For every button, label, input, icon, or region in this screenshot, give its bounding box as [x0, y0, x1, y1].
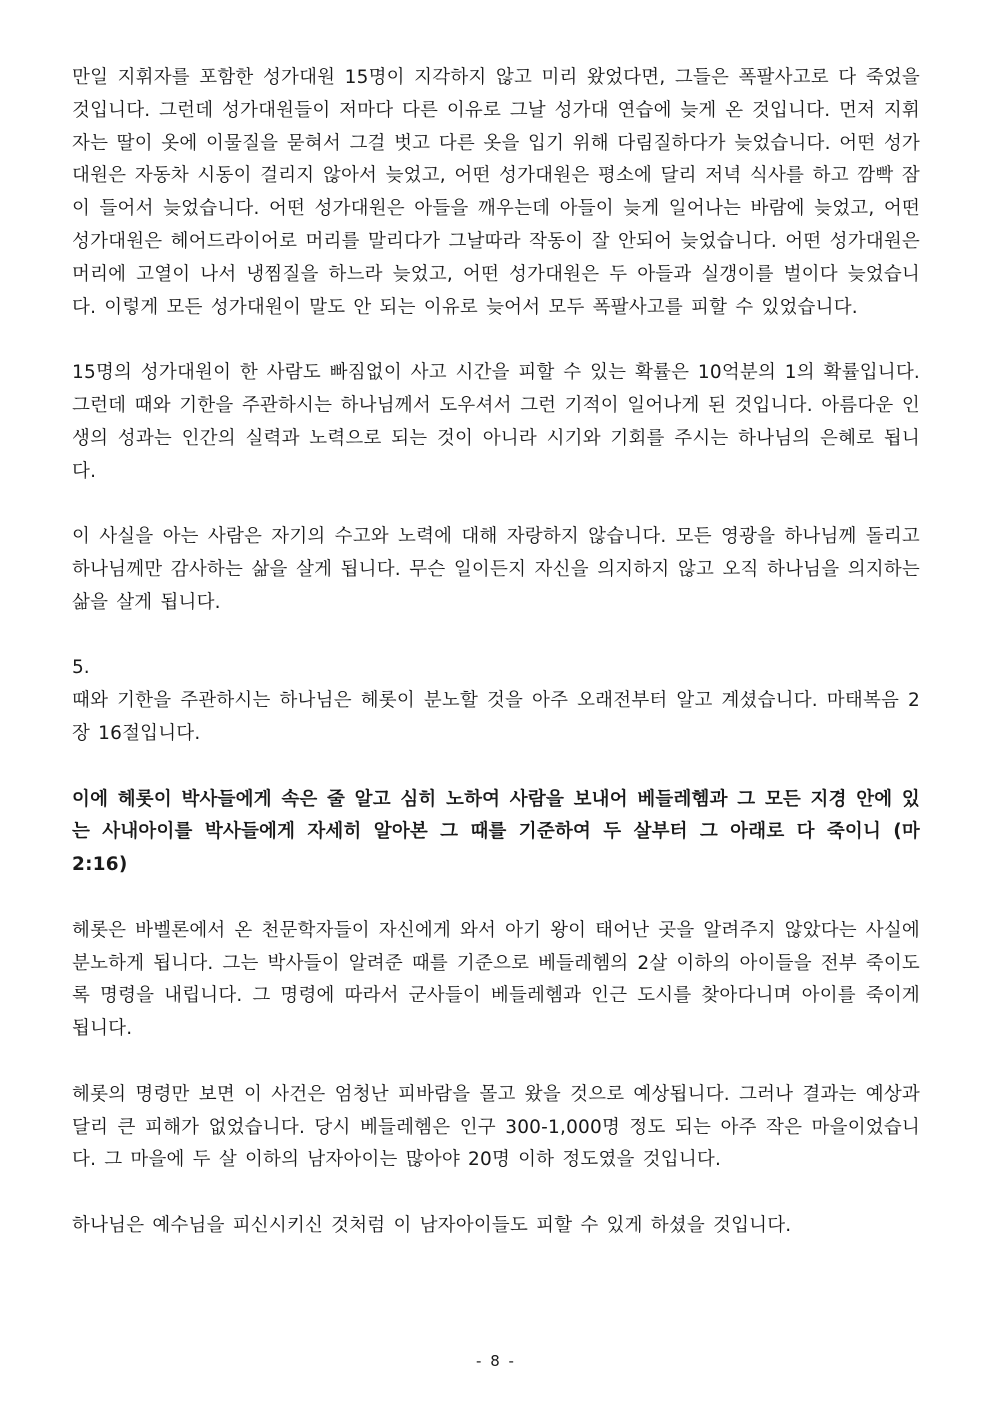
paragraph-god-protection: 하나님은 예수님을 피신시키신 것처럼 이 남자아이들도 피할 수 있게 하셨을 것입니다. [72, 1214, 792, 1236]
page-number: - 8 - [476, 1352, 516, 1370]
paragraph-gap [72, 1177, 920, 1210]
paragraph-gap [72, 620, 920, 653]
paragraph-gap [72, 324, 920, 357]
paragraph-choir-late: 만일 지휘자를 포함한 성가대원 15명이 지각하지 않고 미리 왔었다면, 그들은 폭팔사고로 다 죽었을 것입니다. 그런데 성가대원들이 저마다 다른 이유로 그날 성가대 연습에 늦게 온 것입니다. 먼저 지휘자는 딸이 옷에 이물질을 묻혀서 그걸 벗고 다른 옷을 입기 위해 다림질하다가 늦었습니다. 어떤 성가대원은 자동차 시동이 걸리지 않아서 늦었고, 어떤 성가대원은 평소에 달리 저녁 식사를 하고 깜빡 잠이 들어서 늦었습니다. 어떤 성가대원은 아들을 깨우는데 아들이 늦게 일어나는 바람에 늦었고, 어떤 성가대원은 헤어드라이어로 머리를 말리다가 그날따라 작동이 잘 안되어 늦었습니다. 어떤 성가대원은 머리에 고열이 나서 냉찜질을 하느라 늦었고, 어떤 성가대원은 두 아들과 실갱이를 벌이다 늦었습니다. 이렇게 모든 성가대원이 말도 안 되는 이유로 늦어서 모두 폭팔사고를 피할 수 있었습니다. [72, 67, 920, 318]
paragraph-herod-anger: 헤롯은 바벨론에서 온 천문학자들이 자신에게 와서 아기 왕이 태어난 곳을 알려주지 않았다는 사실에 분노하게 됩니다. 그는 박사들이 알려준 때를 기준으로 베들레헴의 2살 이하의 아이들을 전부 죽이도록 명령을 내립니다. 그 명령에 따라서 군사들이 베들레헴과 인근 도시를 찾아다니며 아이를 죽이게 됩니다. [72, 919, 920, 1040]
paragraph-probability: 15명의 성가대원이 한 사람도 빠짐없이 사고 시간을 피할 수 있는 확률은 10억분의 1의 확률입니다. 그런데 때와 기한을 주관하시는 하나님께서 도우셔서 그런 기적이 일어나게 된 것입니다. 아름다운 인생의 성과는 인간의 실력과 노력으로 되는 것이 아니라 시기와 기회를 주시는 하나님의 은혜로 됩니다. [72, 362, 920, 482]
document-page [72, 62, 920, 1243]
paragraph-glory: 이 사실을 아는 사람은 자기의 수고와 노력에 대해 자랑하지 않습니다. 모든 영광을 하나님께 돌리고 하나님께만 감사하는 삶을 살게 됩니다. 무슨 일이든지 자신을 의지하지 않고 오직 하나님을 의지하는 삶을 살게 됩니다. [72, 526, 920, 613]
section-number: 5. [72, 657, 90, 679]
scripture-quote: 이에 헤롯이 박사들에게 속은 줄 알고 심히 노하여 사람을 보내어 베들레헴과 그 모든 지경 안에 있는 사내아이를 박사들에게 자세히 알아본 그 때를 기준하여 두 살부터 그 아래로 다 죽이니 (마 2:16) [72, 788, 920, 876]
paragraph-gap [72, 882, 920, 915]
paragraph-bethlehem: 헤롯의 명령만 보면 이 사건은 엄청난 피바람을 몰고 왔을 것으로 예상됩니다. 그러나 결과는 예상과 달리 큰 피해가 없었습니다. 당시 베들레헴은 인구 300-1,000명 정도 되는 아주 작은 마을이었습니다. 그 마을에 두 살 이하의 남자아이는 많아야 20명 이하 정도였을 것입니다. [72, 1083, 920, 1171]
section-intro: 때와 기한을 주관하시는 하나님은 헤롯이 분노할 것을 아주 오래전부터 알고 계셨습니다. 마태복음 2장 16절입니다. [72, 690, 920, 744]
paragraph-gap [72, 1046, 920, 1079]
paragraph-gap [72, 751, 920, 784]
paragraph-gap [72, 488, 920, 521]
